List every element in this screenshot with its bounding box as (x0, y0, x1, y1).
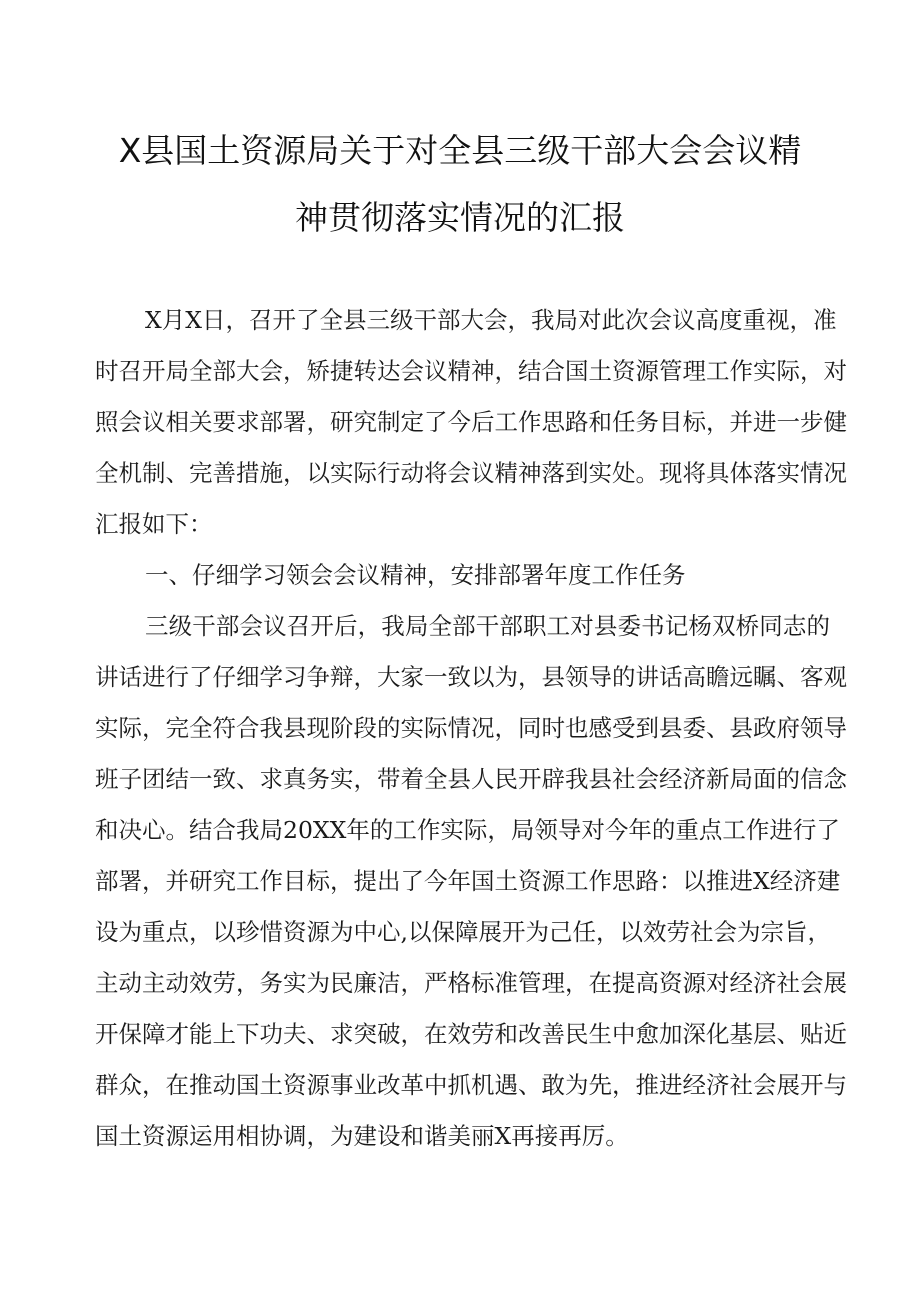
paragraph-intro (95, 295, 847, 550)
paragraph-line: 群众，在推动国土资源事业改革中抓机遇、敢为先，推进经济社会展开与 (95, 1071, 847, 1099)
paragraph-line: 国土资源运用相协调，为建设和谐美丽X再接再厉。 (95, 1122, 629, 1150)
paragraph-line: 三级干部会议召开后，我局全部干部职工对县委书记杨双桥同志的 (145, 612, 830, 640)
paragraph-line: 汇报如下： (95, 510, 213, 538)
paragraph-line: 班子团结一致、求真务实，带着全县人民开辟我县社会经济新局面的信念 (95, 765, 847, 793)
paragraph-line: 开保障才能上下功夫、求突破，在效劳和改善民生中愈加深化基层、贴近 (95, 1020, 847, 1048)
paragraph-line: 照会议相关要求部署，研究制定了今后工作思路和任务目标，并进一步健 (95, 408, 847, 436)
paragraph-line: 部署，并研究工作目标，提出了今年国土资源工作思路：以推进X经济建 (95, 867, 841, 895)
paragraph-line: 时召开局全部大会，矫捷转达会议精神，结合国土资源管理工作实际，对 (95, 357, 847, 385)
paragraph-line: 和决心。结合我局20XX年的工作实际，局领导对今年的重点工作进行了 (95, 816, 840, 844)
document-title-line-1: X县国土资源局关于对全县三级干部大会会议精 (118, 131, 802, 170)
section-heading-1 (95, 550, 830, 601)
paragraph-line: 讲话进行了仔细学习争辩，大家一致以为，县领导的讲话高瞻远瞩、客观 (95, 663, 847, 691)
paragraph-line: 设为重点，以珍惜资源为中心,以保障展开为己任，以效劳社会为宗旨， (95, 918, 831, 946)
paragraph-line: 实际，完全符合我县现阶段的实际情况，同时也感受到县委、县政府领导 (95, 714, 847, 742)
paragraph-line: 全机制、完善措施，以实际行动将会议精神落到实处。现将具体落实情况 (95, 459, 847, 487)
paragraph-section-1 (95, 601, 847, 1162)
section-heading-text: 一、仔细学习领会会议精神，安排部署年度工作任务 (145, 561, 686, 589)
document-title-line-2: 神贯彻落实情况的汇报 (295, 198, 625, 237)
paragraph-line: 主动主动效劳，务实为民廉洁，严格标准管理，在提高资源对经济社会展 (95, 969, 847, 997)
paragraph-line: X月X日，召开了全县三级干部大会，我局对此次会议高度重视，准 (145, 306, 837, 334)
